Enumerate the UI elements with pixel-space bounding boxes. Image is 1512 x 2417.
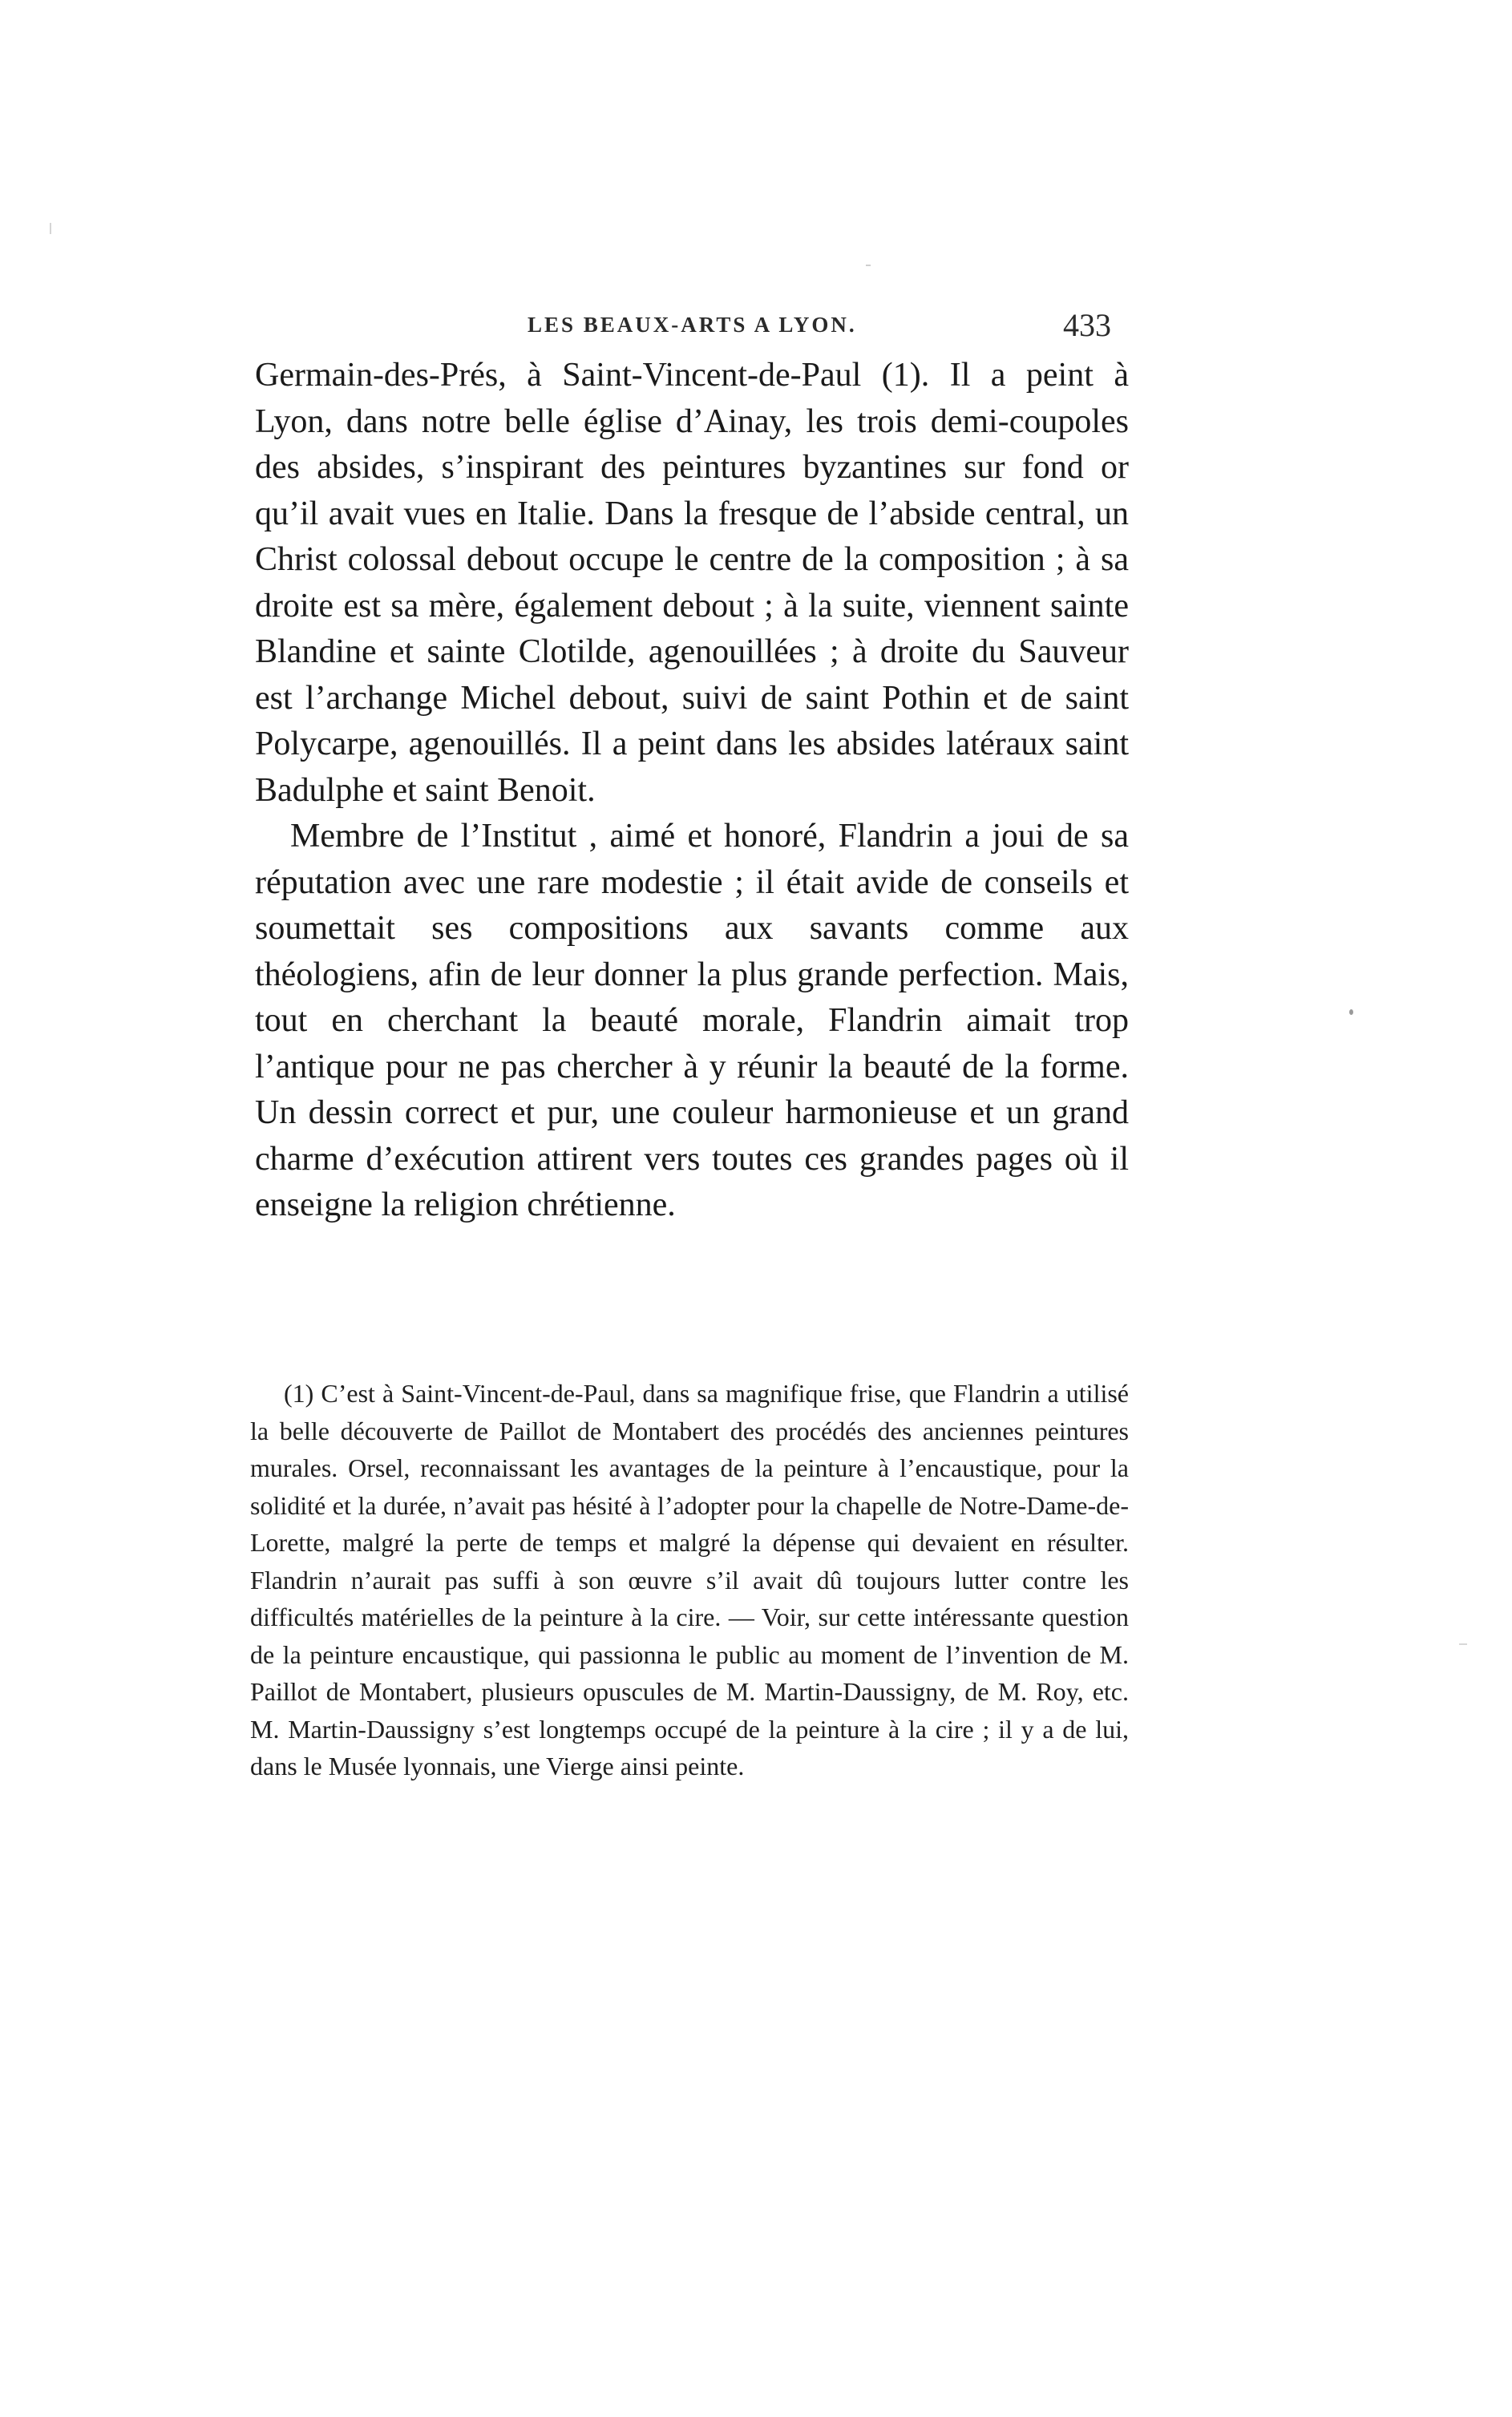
scan-speck <box>1349 1009 1353 1015</box>
scan-speck <box>1459 1643 1467 1645</box>
main-text <box>255 353 1129 1229</box>
paragraph-1: Germain-des-Prés, à Saint-Vincent-de-Paul (1). Il a peint à Lyon, dans notre belle église d’Ainay, les trois demi-coupoles des absides, s’inspirant des peintures byzantines sur fond or qu’il avait vues en Italie. Dans la fresque de l’abside central, un Christ colossal debout occupe le centre de la composition ; à sa droite est sa mère, également debout ; à la suite, viennent sainte Blandine et sainte Clotilde, agenouillées ; à droite du Sauveur est l’archange Michel debout, suivi de saint Pothin et de saint Polycarpe, agenouillés. Il a peint dans les absides latéraux saint Badulphe et saint Benoit. <box>255 357 1129 809</box>
scan-speck <box>866 265 871 266</box>
paragraph-2: Membre de l’Institut , aimé et honoré, Flandrin a joui de sa réputation avec une rare modestie ; il était avide de conseils et soumettait ses compositions aux savants comme aux théologiens, afin de leur donner la plus grande perfection. Mais, tout en cherchant la beauté morale, Flandrin aimait trop l’antique pour ne pas chercher à y réunir la beauté de la forme. Un dessin correct et pur, une couleur harmonieuse et un grand charme d’exécution attirent vers toutes ces grandes pages où il enseigne la religion chrétienne. <box>255 818 1129 1223</box>
footnote: (1) C’est à Saint-Vincent-de-Paul, dans sa magnifique frise, que Flandrin a utilisé la belle découverte de Paillot de Montabert des procédés des anciennes peintures murales. Orsel, reconnaissant les avantages de la peinture à l’encaustique, pour la solidité et la durée, n’avait pas hésité à l’adopter pour la chapelle de Notre-Dame-de-Lorette, malgré la perte de temps et malgré la dépense qui devaient en résulter. Flandrin n’aurait pas suffi à son œuvre s’il avait dû toujours lutter contre les difficultés matérielles de la peinture à la cire. — Voir, sur cette intéressante question de la peinture encaustique, qui passionna le public au moment de l’invention de M. Paillot de Montabert, plusieurs opuscules de M. Martin-Daussigny, de M. Roy, etc. M. Martin-Daussigny s’est longtemps occupé de la peinture à la cire ; il y a de lui, dans le Musée lyonnais, une Vierge ainsi peinte. <box>250 1379 1129 1780</box>
running-title: LES BEAUX-ARTS A LYON. <box>528 313 857 337</box>
scan-speck <box>50 223 51 234</box>
page-header <box>255 307 1129 346</box>
page-number: 433 <box>1063 307 1111 343</box>
